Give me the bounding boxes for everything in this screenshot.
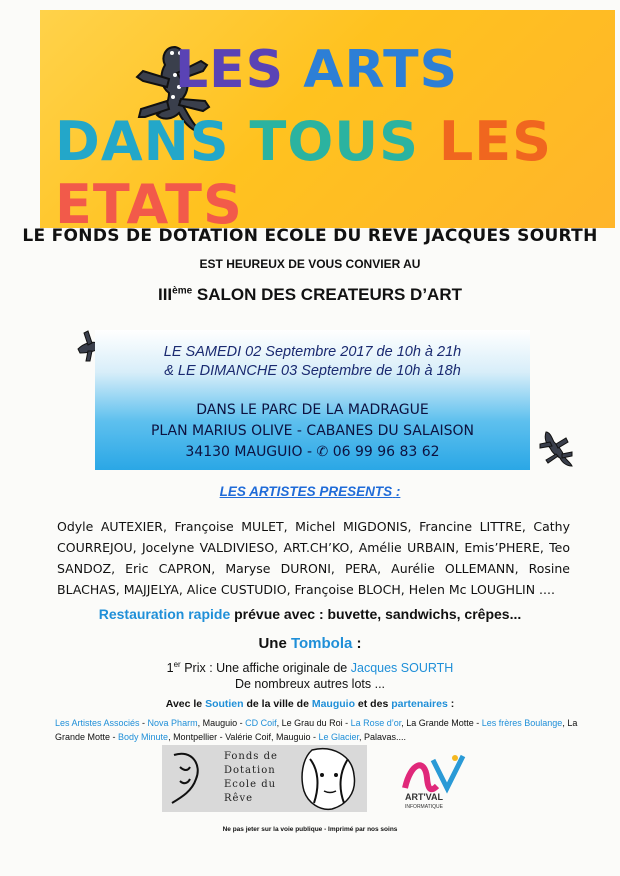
prize-suffix: er xyxy=(173,660,181,669)
phone-number: 06 99 96 83 62 xyxy=(332,444,440,460)
partner-name: La Rose d’or xyxy=(350,718,402,728)
title-word: LES xyxy=(438,110,553,173)
artists-heading xyxy=(0,484,620,499)
salon-suffix: ème xyxy=(172,285,193,297)
prize-artist: Jacques SOURTH xyxy=(350,661,454,676)
logo-line: Fonds de xyxy=(224,751,278,762)
salon-name: SALON DES CREATEURS D’ART xyxy=(196,285,462,304)
partner-name: Les frères Boulange xyxy=(481,718,563,728)
partners-list: Les Artistes Associés - Nova Pharm, Mauguio - CD Coif, Le Grau du Roi - La Rose d’or, La Grande Motte - Les frères Boulange, La Grande Motte - Body Minute, Montpellier - Valérie Coif, Mauguio - Le Glacier, Palavas.... xyxy=(55,718,578,742)
other-prizes: De nombreux autres lots ... xyxy=(234,677,386,692)
place-city-phone xyxy=(95,444,530,460)
restauration-text: prévue avec : buvette, sandwichs, crêpes... xyxy=(230,606,522,622)
organizer-name: LE FONDS DE DOTATION ECOLE DU REVE JACQUES SOURTH xyxy=(22,226,598,246)
partner-name: Nova Pharm xyxy=(147,718,198,728)
salon-title xyxy=(0,285,620,305)
phone-icon: ✆ xyxy=(316,444,329,460)
logo-line: Dotation xyxy=(224,765,276,776)
artval-logo xyxy=(397,748,472,810)
prize-number: 1 xyxy=(166,661,174,676)
partner-place: , Mauguio xyxy=(270,732,311,742)
title-line-1 xyxy=(175,40,458,100)
logo-line: Ecole du xyxy=(224,779,277,790)
restauration-label: Restauration rapide xyxy=(98,606,231,622)
partner-name: Les Artistes Associés xyxy=(55,718,140,728)
fonds-dotation-logo xyxy=(162,745,367,812)
tombola-suffix: : xyxy=(352,635,362,652)
partner-name: Le Glacier xyxy=(318,732,360,742)
partner-name: CD Coif xyxy=(245,718,277,728)
partner-place: , La Grande Motte xyxy=(55,718,578,742)
tombola-prefix: Une xyxy=(258,635,291,652)
support-mauguio: Mauguio xyxy=(311,698,356,710)
partner-place: , Mauguio xyxy=(197,718,238,728)
salon-number: III xyxy=(157,285,173,304)
restauration-line xyxy=(0,606,620,622)
support-text: : xyxy=(447,698,455,710)
gecko-icon xyxy=(536,428,576,468)
tombola-label: Tombola xyxy=(290,635,353,652)
logo-line: Rêve xyxy=(224,793,254,804)
support-title xyxy=(0,698,620,710)
event-box xyxy=(95,330,530,470)
partner-place: , La Grande Motte xyxy=(401,718,474,728)
title-line-2 xyxy=(55,110,620,236)
title-word: ETATS xyxy=(55,173,243,236)
partner-place: , Montpellier xyxy=(168,732,218,742)
title-word: LES xyxy=(175,40,285,100)
date-sunday: & LE DIMANCHE 03 Septembre de 10h à 18h xyxy=(164,363,461,379)
place-address: PLAN MARIUS OLIVE - CABANES DU SALAISON xyxy=(150,423,475,439)
artval-text: ART'VAL xyxy=(405,792,443,802)
city: 34130 MAUGUIO - xyxy=(185,444,313,460)
artists-list: Odyle AUTEXIER, Françoise MULET, Michel MIGDONIS, Francine LITTRE, Cathy COURREJOU, Jocelyne VALDIVIESO, ART.CH’KO, Amélie URBAIN, Emis’PHERE, Teo SANDOZ, Eric CAPRON, Maryse DURONI, PERA, Aurélie OLLEMANN, Rosine BLACHAS, MAJJELYA, Alice CUSTUDIO, Françoise BLOCH, Helen Mc LOUGHLIN .... xyxy=(57,519,570,597)
first-prize xyxy=(0,657,620,676)
support-text: Avec le xyxy=(165,698,206,710)
partner-name: Valérie Coif xyxy=(225,732,271,742)
title-word: TOUS xyxy=(249,110,419,173)
title-word: ARTS xyxy=(303,40,459,100)
prize-text: Prix : Une affiche originale de xyxy=(180,661,351,676)
title-word: DANS xyxy=(55,110,230,173)
footer-note: Ne pas jeter sur la voie publique - Imprimé par nos soins xyxy=(222,826,398,833)
place-park: DANS LE PARC DE LA MADRAGUE xyxy=(196,402,429,418)
tombola-title xyxy=(0,635,620,652)
artists-heading-colon: : xyxy=(395,484,401,499)
artval-sub: INFORMATIQUE xyxy=(405,804,443,810)
support-soutien: Soutien xyxy=(205,698,244,710)
support-text: de la ville de xyxy=(243,698,312,710)
partner-name: Body Minute xyxy=(118,732,169,742)
tombola-prizes xyxy=(0,657,620,692)
support-partenaires: partenaires xyxy=(391,698,448,710)
artists-heading-text: LES ARTISTES PRESENTS xyxy=(219,484,393,499)
partner-place: , Le Grau du Roi xyxy=(276,718,343,728)
support-text: et des xyxy=(355,698,392,710)
date-saturday: LE SAMEDI 02 Septembre 2017 de 10h à 21h xyxy=(163,344,462,360)
invite-text: EST HEUREUX DE VOUS CONVIER AU xyxy=(199,257,421,271)
partner-place: , Palavas.... xyxy=(359,732,407,742)
